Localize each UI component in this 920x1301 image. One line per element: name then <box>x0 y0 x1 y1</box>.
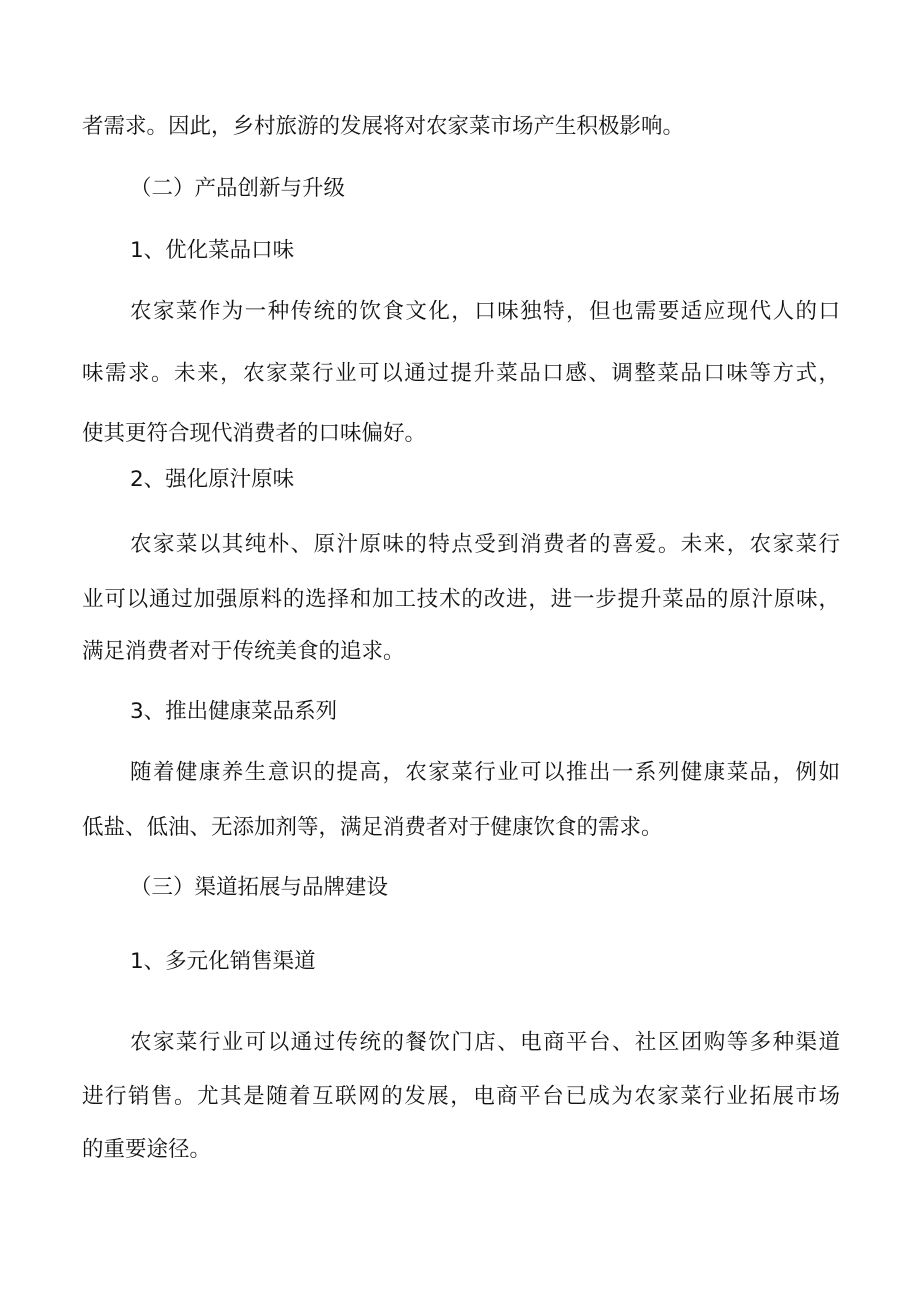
paragraph-line: 满足消费者对于传统美食的追求。 <box>82 639 405 664</box>
subsection-heading: 1、优化菜品口味 <box>130 238 295 263</box>
paragraph-line: 农家菜作为一种传统的饮食文化，口味独特，但也需要适应现代人的口 <box>130 299 840 324</box>
subsection-heading: 3、推出健康菜品系列 <box>130 699 338 724</box>
paragraph-line: 随着健康养生意识的提高，农家菜行业可以推出一系列健康菜品，例如 <box>130 760 840 785</box>
paragraph-line: 低盐、低油、无添加剂等，满足消费者对于健康饮食的需求。 <box>82 815 663 840</box>
paragraph-line: 的重要途径。 <box>82 1137 212 1162</box>
paragraph-line: 味需求。未来，农家菜行业可以通过提升菜品口感、调整菜品口味等方式， <box>82 361 840 386</box>
paragraph-line: 者需求。因此，乡村旅游的发展将对农家菜市场产生积极影响。 <box>82 114 685 139</box>
subsection-heading: 1、多元化销售渠道 <box>130 949 316 974</box>
paragraph-line: 使其更符合现代消费者的口味偏好。 <box>82 421 427 446</box>
section-heading: （二）产品创新与升级 <box>130 176 346 201</box>
section-heading: （三）渠道拓展与品牌建设 <box>130 875 389 900</box>
paragraph-line: 农家菜行业可以通过传统的餐饮门店、电商平台、社区团购等多种渠道 <box>130 1030 840 1055</box>
paragraph-line: 进行销售。尤其是随着互联网的发展，电商平台已成为农家菜行业拓展市场 <box>82 1084 840 1109</box>
paragraph-line: 业可以通过加强原料的选择和加工技术的改进，进一步提升菜品的原汁原味， <box>82 587 840 612</box>
subsection-heading: 2、强化原汁原味 <box>130 467 295 492</box>
paragraph-line: 农家菜以其纯朴、原汁原味的特点受到消费者的喜爱。未来，农家菜行 <box>130 532 840 557</box>
